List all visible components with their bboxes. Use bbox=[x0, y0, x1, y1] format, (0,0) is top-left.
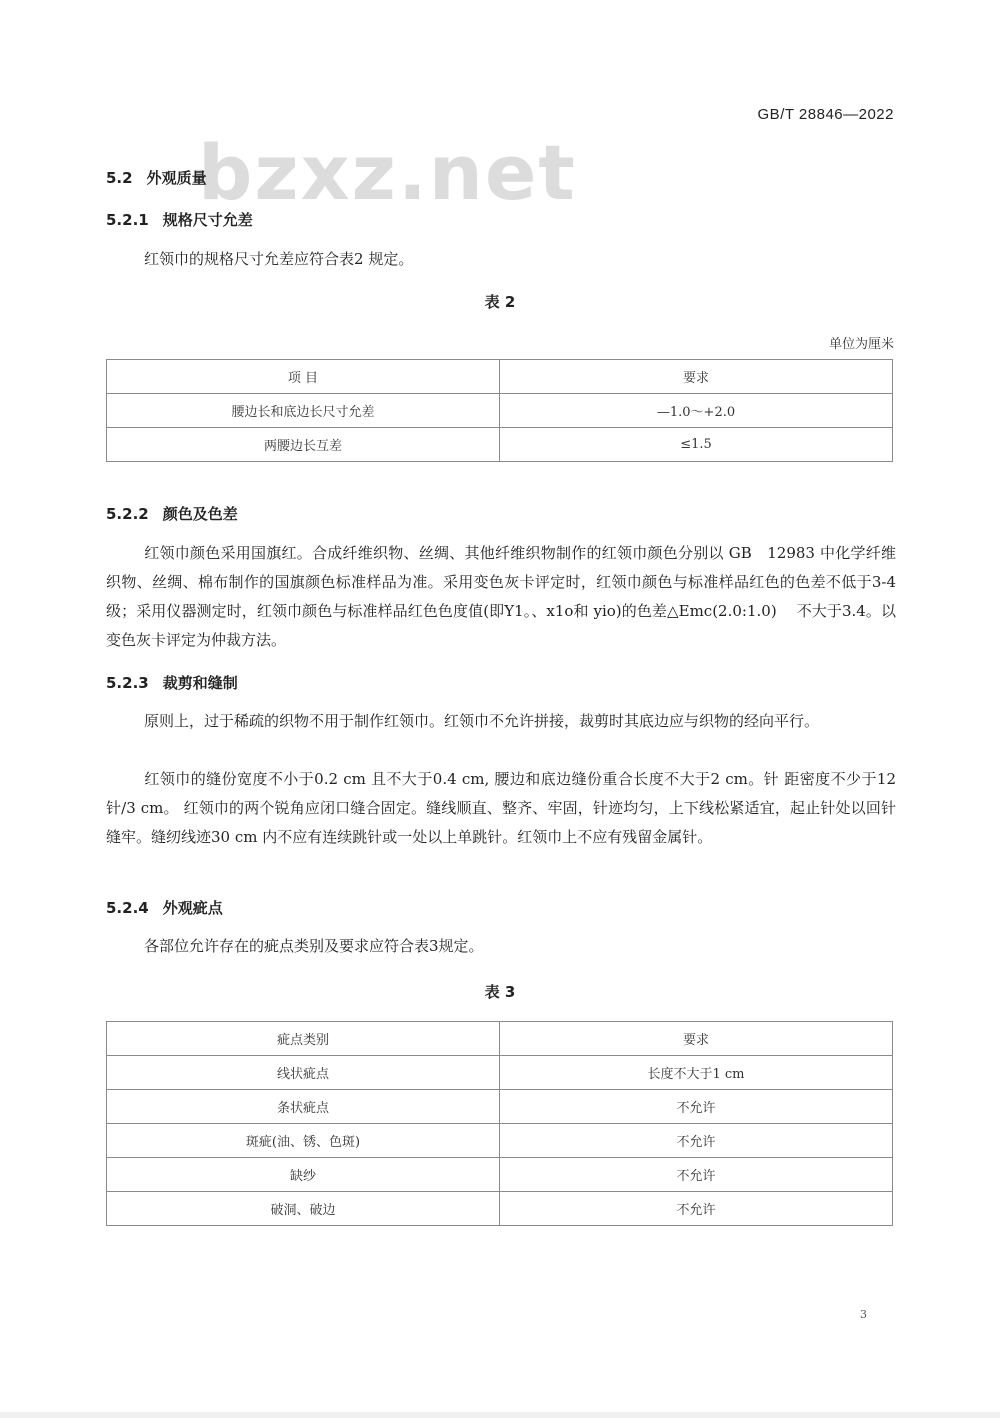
table-header-row bbox=[107, 1022, 893, 1056]
paragraph-text: 红领巾的规格尺寸允差应符合表2 规定。 bbox=[144, 250, 414, 268]
table-cell: 破洞、破边 bbox=[107, 1192, 500, 1226]
table-header-cell: 要求 bbox=[500, 360, 893, 394]
table-cell: 长度不大于1 cm bbox=[500, 1056, 893, 1090]
table-3-caption: 表 3 bbox=[484, 983, 516, 1001]
paragraph-text: 红领巾颜色采用国旗红。合成纤维织物、丝绸、其他纤维织物制作的红领巾颜色分别以 GB 12983 中化学纤维织物、丝绸、棉布制作的国旗颜色标准样品为准。采用变色灰卡评定时，红领巾颜色与标准样品红色的色差不低于3-4级；采用仪器测定时，红领巾颜色与标准样品红色色度值(即Y1。、x1o和 yio)的色差△Emc(2.0:1.0) 不大于3.4。以变色灰卡评定为仲裁方法。 bbox=[106, 544, 896, 649]
page-number: 3 bbox=[860, 1308, 867, 1321]
section-number: 5.2.3 bbox=[106, 674, 149, 692]
page-bottom-edge bbox=[0, 1412, 1000, 1418]
paragraph-5-2-3-a bbox=[106, 707, 896, 736]
standard-code: GB/T 28846—2022 bbox=[757, 106, 894, 123]
table-2-caption: 表 2 bbox=[484, 293, 516, 311]
table-row bbox=[107, 394, 893, 428]
table-row bbox=[107, 1124, 893, 1158]
section-title: 裁剪和缝制 bbox=[162, 674, 238, 692]
section-number: 5.2 bbox=[106, 169, 133, 187]
table-row bbox=[107, 1090, 893, 1124]
watermark: bzxz.net bbox=[198, 128, 577, 217]
table-cell: 两腰边长互差 bbox=[107, 428, 500, 462]
table-cell: 腰边长和底边长尺寸允差 bbox=[107, 394, 500, 428]
paragraph-5-2-1 bbox=[106, 245, 896, 274]
section-title: 颜色及色差 bbox=[162, 505, 238, 523]
section-heading-5-2 bbox=[106, 167, 207, 188]
section-heading-5-2-1 bbox=[106, 209, 253, 230]
table-row bbox=[107, 1056, 893, 1090]
table-header-row bbox=[107, 360, 893, 394]
section-title: 规格尺寸允差 bbox=[162, 211, 253, 229]
section-heading-5-2-4 bbox=[106, 897, 223, 918]
section-title: 外观质量 bbox=[146, 169, 207, 187]
table-row bbox=[107, 1192, 893, 1226]
table-row bbox=[107, 1158, 893, 1192]
section-heading-5-2-2 bbox=[106, 503, 238, 524]
table-header-cell: 疵点类别 bbox=[107, 1022, 500, 1056]
paragraph-5-2-4 bbox=[106, 932, 896, 961]
table-header-cell: 项 目 bbox=[107, 360, 500, 394]
paragraph-text: 原则上，过于稀疏的织物不用于制作红领巾。红领巾不允许拼接，裁剪时其底边应与织物的经向平行。 bbox=[144, 712, 820, 730]
section-heading-5-2-3 bbox=[106, 672, 238, 693]
paragraph-5-2-2 bbox=[106, 539, 896, 655]
table-2-unit: 单位为厘米 bbox=[828, 337, 894, 352]
table-cell: 不允许 bbox=[500, 1158, 893, 1192]
table-cell: 斑疵(油、锈、色斑) bbox=[107, 1124, 500, 1158]
section-title: 外观疵点 bbox=[162, 899, 223, 917]
table-cell: 条状疵点 bbox=[107, 1090, 500, 1124]
table-cell: 线状疵点 bbox=[107, 1056, 500, 1090]
table-3 bbox=[106, 1021, 893, 1226]
table-cell: 缺纱 bbox=[107, 1158, 500, 1192]
section-number: 5.2.1 bbox=[106, 211, 149, 229]
section-number: 5.2.4 bbox=[106, 899, 149, 917]
table-cell: —1.0～+2.0 bbox=[500, 394, 893, 428]
paragraph-text: 各部位允许存在的疵点类别及要求应符合表3规定。 bbox=[144, 937, 484, 955]
table-cell: 不允许 bbox=[500, 1192, 893, 1226]
table-header-cell: 要求 bbox=[500, 1022, 893, 1056]
table-cell: 不允许 bbox=[500, 1090, 893, 1124]
table-cell: ≤1.5 bbox=[500, 428, 893, 462]
paragraph-text: 红领巾的缝份宽度不小于0.2 cm 且不大于0.4 cm, 腰边和底边缝份重合长度不大于2 cm。针 距密度不少于12针/3 cm。 红领巾的两个锐角应闭口缝合固定。缝线顺直、整齐、牢固，针迹均匀，上下线松紧适宜，起止针处以回针缝牢。缝纫线迹30 cm 内不应有连续跳针或一处以上单跳针。红领巾上不应有残留金属针。 bbox=[106, 770, 896, 846]
table-cell: 不允许 bbox=[500, 1124, 893, 1158]
paragraph-5-2-3-b bbox=[106, 765, 896, 852]
section-number: 5.2.2 bbox=[106, 505, 149, 523]
table-row bbox=[107, 428, 893, 462]
table-2 bbox=[106, 359, 893, 462]
